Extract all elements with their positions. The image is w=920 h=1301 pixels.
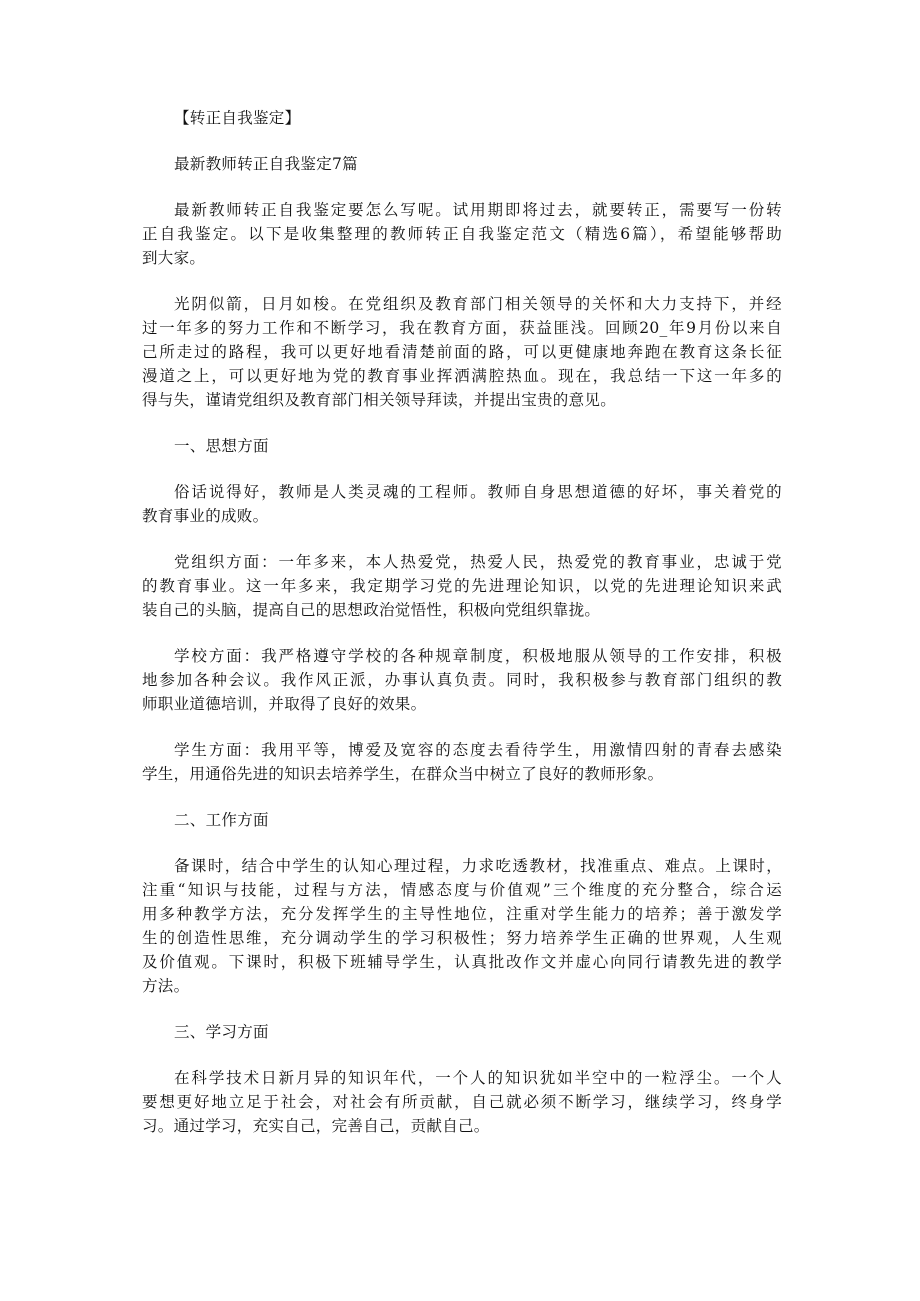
paragraph-line: 己所走过的路程，我可以更好地看清楚前面的路，可以更健康地奔跑在教育这条长征 — [142, 343, 782, 361]
paragraph-line: 要想更好地立足于社会，对社会有所贡献，自己就必须不断学习，继续学习，终身学 — [142, 1093, 782, 1111]
paragraph-line: 地参加各种会议。我作风正派，办事认真负责。同时，我积极参与教育部门组织的教 — [142, 671, 782, 689]
document-title-block — [142, 106, 782, 130]
paragraph — [142, 480, 782, 528]
paragraph-line: 教育事业的成败。 — [142, 507, 269, 525]
paragraph-line: 到大家。 — [142, 249, 206, 267]
paragraph-line: 用多种教学方法，充分发挥学生的主导性地位，注重对学生能力的培养；善于激发学 — [142, 905, 782, 923]
paragraph-line: 光阴似箭，日月如梭。在党组织及教育部门相关领导的关怀和大力支持下，并经 — [174, 295, 782, 313]
paragraph-list — [142, 198, 782, 1138]
document-body — [142, 106, 782, 1160]
paragraph-line: 备课时，结合中学生的认知心理过程，力求吃透教材，找准重点、难点。上课时， — [174, 857, 782, 875]
paragraph-line: 俗话说得好，教师是人类灵魂的工程师。教师自身思想道德的好坏，事关着党的 — [174, 483, 782, 501]
section-heading-text: 一、思想方面 — [174, 437, 269, 455]
section-heading — [142, 434, 782, 458]
paragraph — [142, 292, 782, 412]
section-heading — [142, 808, 782, 832]
section-heading — [142, 1020, 782, 1044]
paragraph-line: 装自己的头脑，提高自己的思想政治觉悟性，积极向党组织靠拢。 — [142, 601, 601, 619]
paragraph-line: 学生方面：我用平等，博爱及宽容的态度去看待学生，用激情四射的青春去感染 — [174, 741, 782, 759]
paragraph-line: 师职业道德培训，并取得了良好的效果。 — [142, 695, 427, 713]
paragraph — [142, 1066, 782, 1138]
paragraph — [142, 550, 782, 622]
paragraph-line: 漫道之上，可以更好地为党的教育事业挥洒满腔热血。现在，我总结一下这一年多的 — [142, 367, 782, 385]
paragraph-line: 得与失，谨请党组织及教育部门相关领导拜读，并提出宝贵的意见。 — [142, 391, 617, 409]
paragraph-line: 的教育事业。这一年多来，我定期学习党的先进理论知识，以党的先进理论知识来武 — [142, 577, 782, 595]
paragraph-line: 最新教师转正自我鉴定要怎么写呢。试用期即将过去，就要转正，需要写一份转 — [174, 201, 782, 219]
document-subtitle-block — [142, 152, 782, 176]
paragraph-line: 生的创造性思维，充分调动学生的学习积极性；努力培养学生正确的世界观，人生观 — [142, 929, 782, 947]
paragraph — [142, 854, 782, 998]
paragraph-line: 在科学技术日新月异的知识年代，一个人的知识犹如半空中的一粒浮尘。一个人 — [174, 1069, 782, 1087]
paragraph — [142, 644, 782, 716]
document-subtitle: 最新教师转正自我鉴定7篇 — [174, 155, 358, 173]
section-heading-text: 三、学习方面 — [174, 1023, 269, 1041]
paragraph-line: 过一年多的努力工作和不断学习，我在教育方面，获益匪浅。回顾20_年9月份以来自 — [142, 319, 782, 337]
paragraph — [142, 738, 782, 786]
paragraph-line: 及价值观。下课时，积极下班辅导学生，认真批改作文并虚心向同行请教先进的教学 — [142, 953, 782, 971]
paragraph-line: 学生，用通俗先进的知识去培养学生，在群众当中树立了良好的教师形象。 — [142, 765, 664, 783]
section-heading-text: 二、工作方面 — [174, 811, 269, 829]
paragraph-line: 学校方面：我严格遵守学校的各种规章制度，积极地服从领导的工作安排，积极 — [174, 647, 782, 665]
paragraph-line: 正自我鉴定。以下是收集整理的教师转正自我鉴定范文（精选6篇），希望能够帮助 — [142, 225, 782, 243]
paragraph-line: 习。通过学习，充实自己，完善自己，贡献自己。 — [142, 1117, 490, 1135]
document-title: 【转正自我鉴定】 — [174, 109, 301, 127]
paragraph-line: 注重“知识与技能，过程与方法，情感态度与价值观”三个维度的充分整合，综合运 — [142, 881, 782, 899]
paragraph — [142, 198, 782, 270]
paragraph-line: 方法。 — [142, 977, 190, 995]
paragraph-line: 党组织方面：一年多来，本人热爱党，热爱人民，热爱党的教育事业，忠诚于党 — [174, 553, 782, 571]
